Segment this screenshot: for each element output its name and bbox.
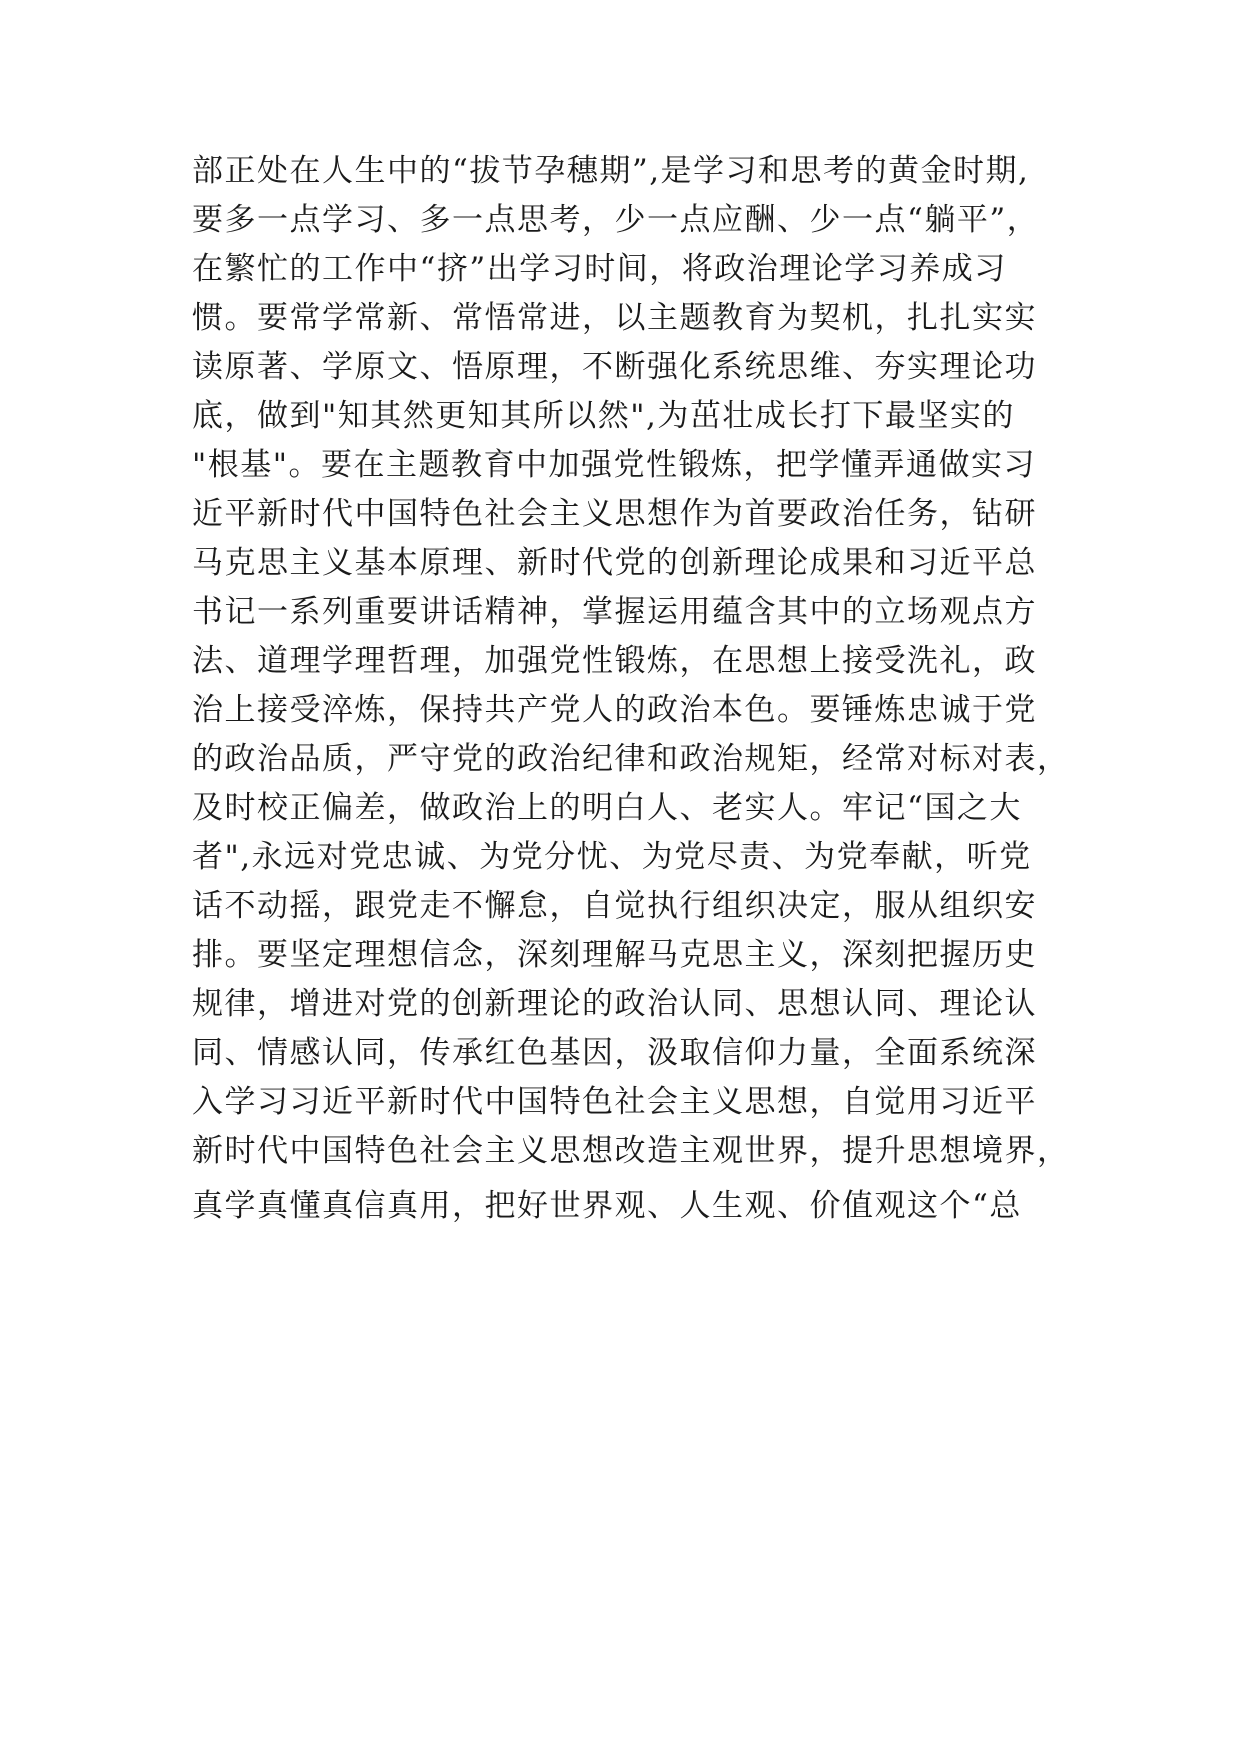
text-line: 底，做到"知其然更知其所以然",为茁壮成长打下最坚实的 [192, 398, 1015, 434]
text-line: 话不动摇，跟党走不懈怠，自觉执行组织决定，服从组织安 [192, 888, 1037, 924]
text-line: 近平新时代中国特色社会主义思想作为首要政治任务，钻研 [192, 496, 1037, 532]
text-line: 治上接受淬炼，保持共产党人的政治本色。要锤炼忠诚于党 [192, 692, 1037, 728]
text-line: 同、情感认同，传承红色基因，汲取信仰力量，全面系统深 [192, 1035, 1037, 1071]
text-line: 在繁忙的工作中“挤”出学习时间，将政治理论学习养成习 [192, 251, 1007, 287]
text-line: 新时代中国特色社会主义思想改造主观世界，提升思想境界， [192, 1133, 1070, 1169]
text-line: 排。要坚定理想信念，深刻理解马克思主义，深刻把握历史 [192, 937, 1037, 973]
text-line: 的政治品质，严守党的政治纪律和政治规矩，经常对标对表， [192, 741, 1070, 777]
text-line: 规律，增进对党的创新理论的政治认同、思想认同、理论认 [192, 986, 1037, 1022]
text-line: 法、道理学理哲理，加强党性锻炼，在思想上接受洗礼，政 [192, 643, 1037, 679]
text-line: 者",永远对党忠诚、为党分忧、为党尽责、为党奉献，听党 [192, 839, 1032, 875]
text-line: 及时校正偏差，做政治上的明白人、老实人。牢记“国之大 [192, 790, 1022, 826]
text-line: 要多一点学习、多一点思考，少一点应酬、少一点“躺平”， [192, 202, 1040, 238]
text-line: 读原著、学原文、悟原理，不断强化系统思维、夯实理论功 [192, 349, 1037, 385]
text-line: 入学习习近平新时代中国特色社会主义思想，自觉用习近平 [192, 1084, 1037, 1120]
text-line: 马克思主义基本原理、新时代党的创新理论成果和习近平总 [192, 545, 1037, 581]
text-line: 惯。要常学常新、常悟常进，以主题教育为契机，扎扎实实 [192, 300, 1037, 336]
text-line: 书记一系列重要讲话精神，掌握运用蕴含其中的立场观点方 [192, 594, 1037, 630]
text-line: 真学真懂真信真用，把好世界观、人生观、价值观这个“总 [192, 1188, 1022, 1224]
text-line: "根基"。要在主题教育中加强党性锻炼，把学懂弄通做实习 [192, 447, 1037, 483]
text-line: 部正处在人生中的“拔节孕穗期”,是学习和思考的黄金时期, [192, 153, 1030, 189]
body-text [192, 147, 1072, 1231]
